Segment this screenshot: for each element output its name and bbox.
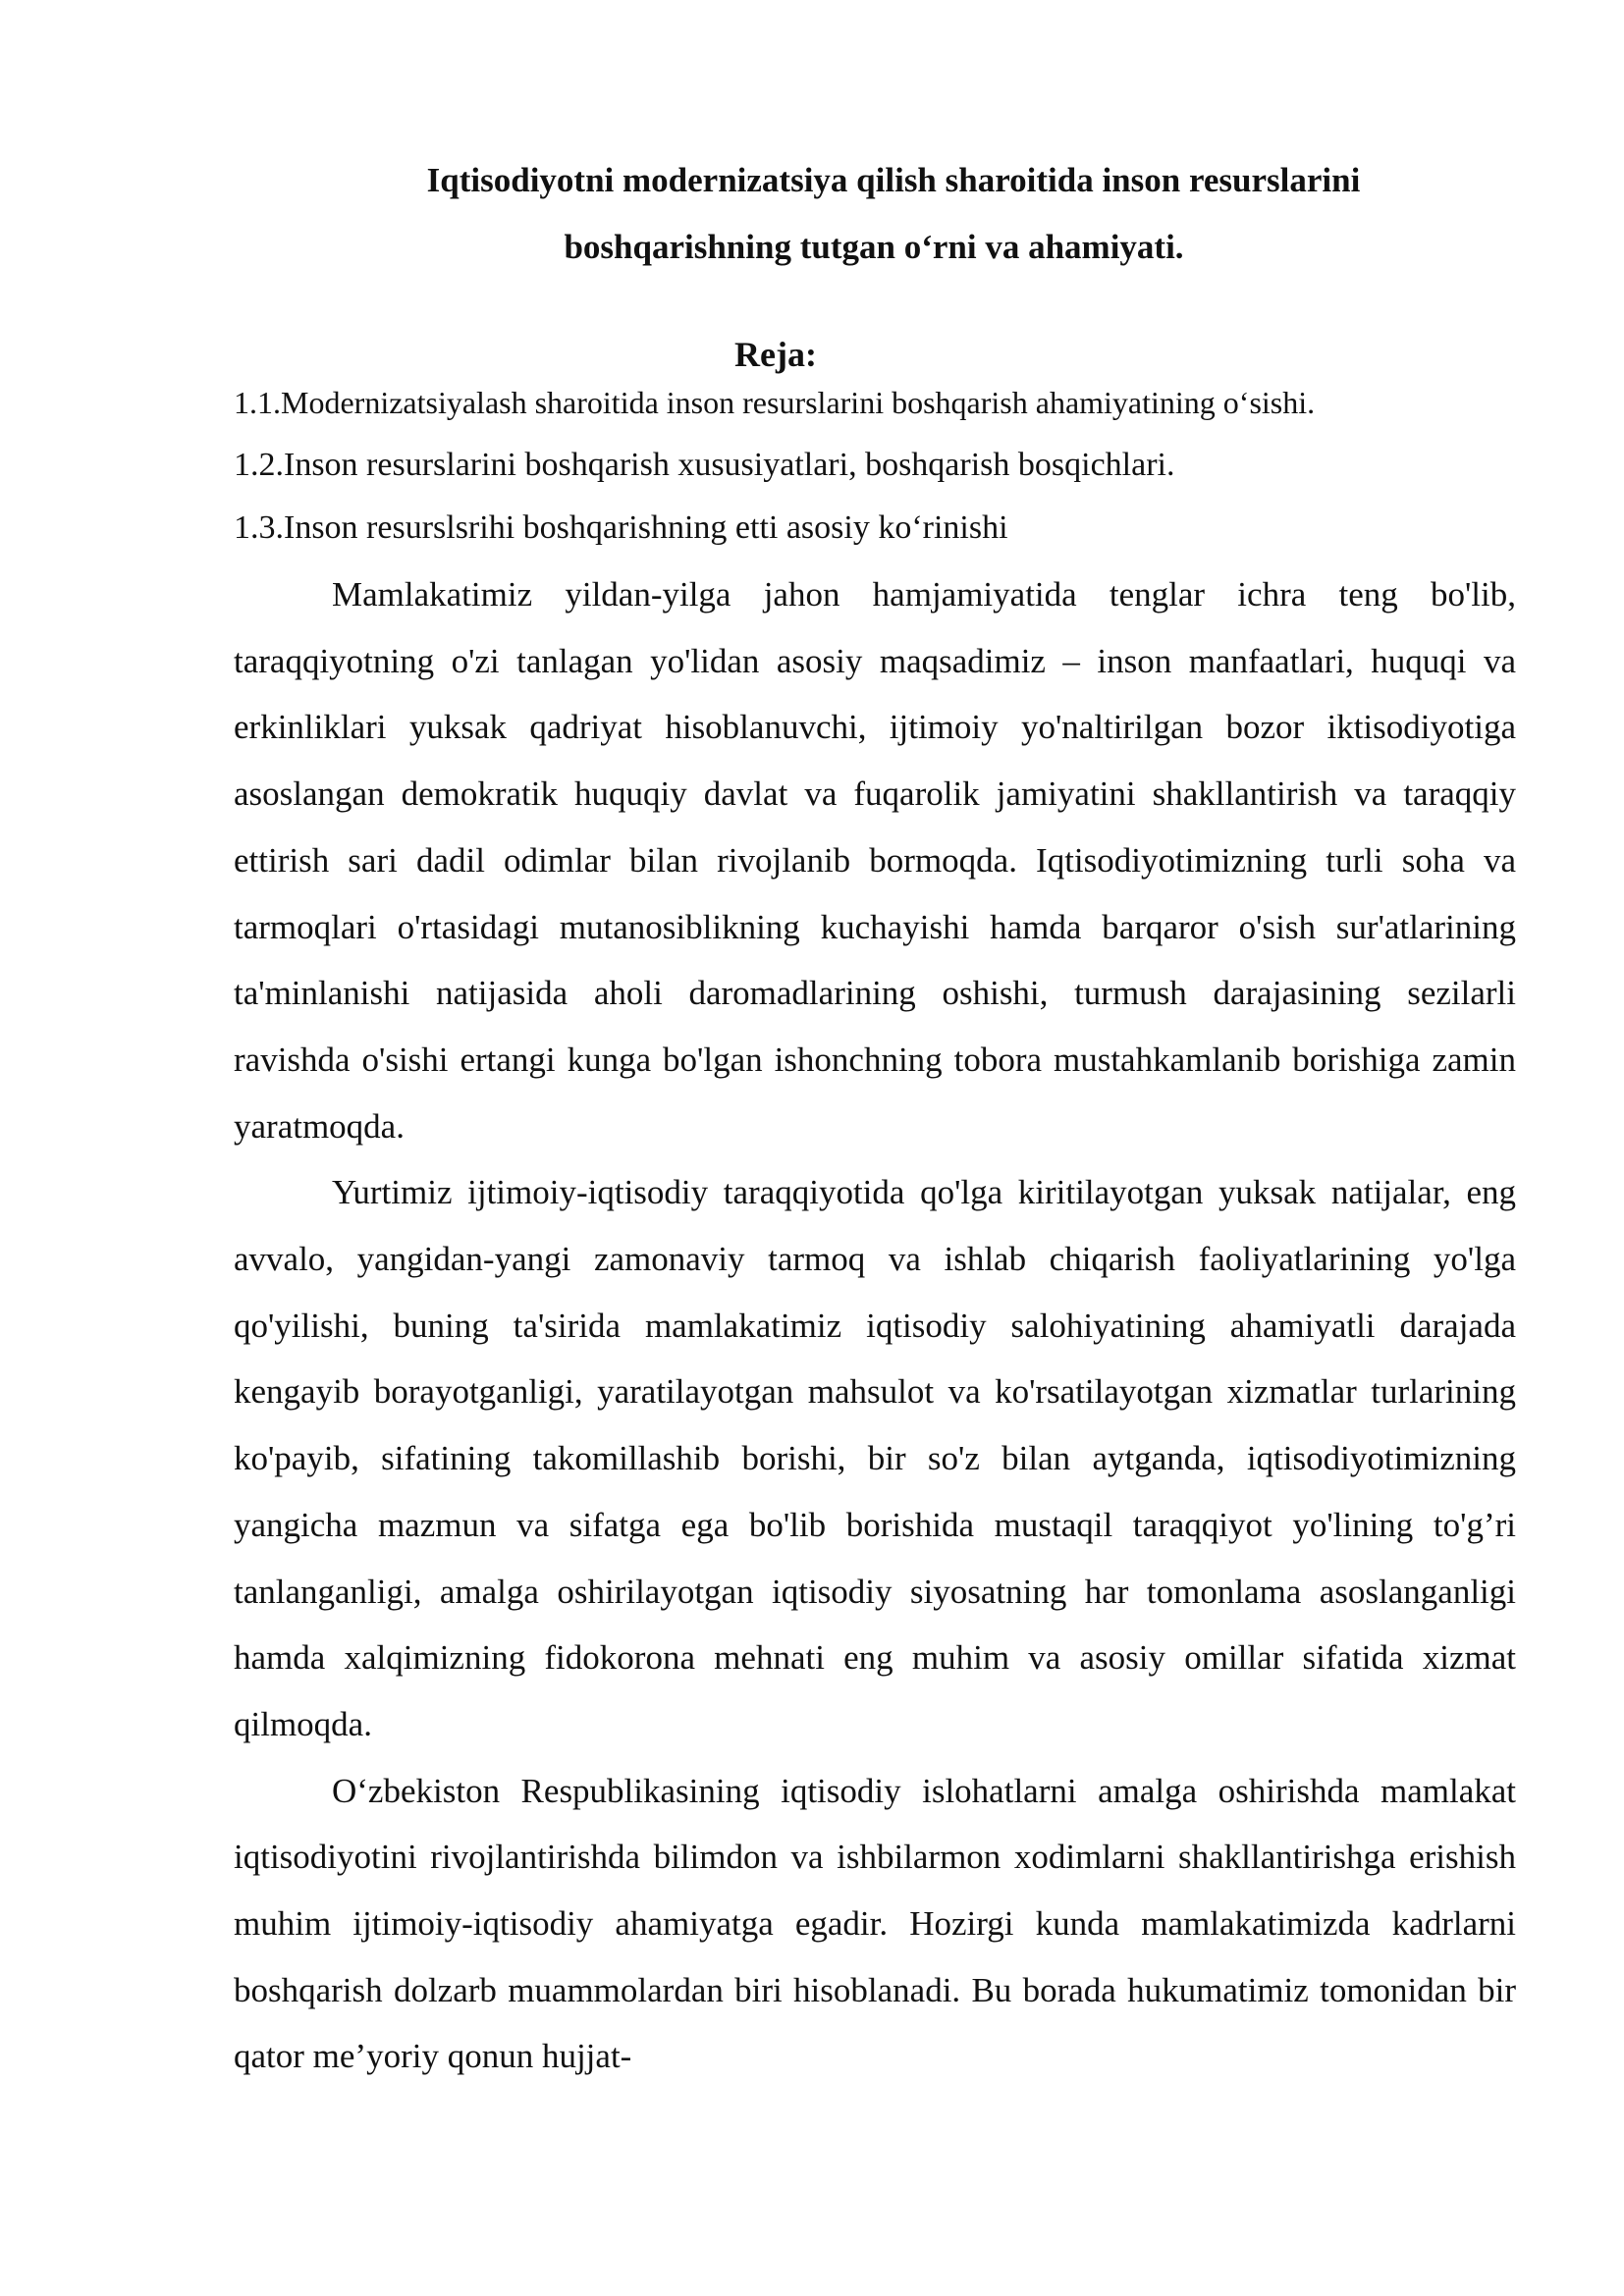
title-line-2: boshqarishning tutgan o‘rni va ahamiyati. [564, 228, 1184, 266]
title-line-1: Iqtisodiyotni modernizatsiya qilish sharoitida inson resurslarini [426, 161, 1361, 199]
document-body [234, 561, 1516, 2090]
plan-item-3: 1.3.Inson resurslsrihi boshqarishning etti asosiy ko‘rinishi [234, 509, 1008, 546]
plan-heading: Reja: [734, 335, 817, 374]
paragraph-2: Yurtimiz ijtimoiy-iqtisodiy taraqqiyotida qo'lga kiritilayotgan yuksak natijalar, eng avvalo, yangidan-yangi zamonaviy tarmoq va ishlab chiqarish faoliyatlarining yo'lga qo'yilishi, buning ta'sirida mamlakatimiz iqtisodiy salohiyatining ahamiyatli darajada kengayib borayotganligi, yaratilayotgan mahsulot va ko'rsatilayotgan xizmatlar turlarining ko'payib, sifatining takomillashib borishi, bir so'z bilan aytganda, iqtisodiyotimizning yangicha mazmun va sifatga ega bo'lib borishida mustaqil taraqqiyot yo'lining to'g’ri tanlanganligi, amalga oshirilayotgan iqtisodiy siyosatning har tomonlama asoslanganligi hamda xalqimizning fidokorona mehnati eng muhim va asosiy omillar sifatida xizmat qilmoqda. [234, 1173, 1516, 1743]
plan-list [234, 371, 1530, 560]
plan-item-1: 1.1.Modernizatsiyalash sharoitida inson resurslarini boshqarish ahamiyatining o‘sishi. [234, 385, 1316, 420]
paragraph-3: O‘zbekiston Respublikasining iqtisodiy islohatlarni amalga oshirishda mamlakat iqtisodiyotini rivojlantirishda bilimdon va ishbilarmon xodimlarni shakllantirishga erishish muhim ijtimoiy-iqtisodiy ahamiyatga egadir. Hozirgi kunda mamlakatimizda kadrlarni boshqarish dolzarb muammolardan biri hisoblanadi. Bu borada hukumatimiz tomonidan bir qator me’yoriy qonun hujjat- [234, 1771, 1516, 2076]
document-title [236, 147, 1512, 281]
paragraph-1: Mamlakatimiz yildan-yilga jahon hamjamiyatida tenglar ichra teng bo'lib, taraqqiyotning o'zi tanlagan yo'lidan asosiy maqsadimiz – inson manfaatlari, huquqi va erkinliklari yuksak qadriyat hisoblanuvchi, ijtimoiy yo'naltirilgan bozor iktisodiyotiga asoslangan demokratik huquqiy davlat va fuqarolik jamiyatini shakllantirish va taraqqiy ettirish sari dadil odimlar bilan rivojlanib bormoqda. Iqtisodiyotimizning turli soha va tarmoqlari o'rtasidagi mutanosiblikning kuchayishi hamda barqaror o'sish sur'atlarining ta'minlanishi natijasida aholi daromadlarining oshishi, turmush darajasining sezilarli ravishda o'sishi ertangi kunga bo'lgan ishonchning tobora mustahkamlanib borishiga zamin yaratmoqda. [234, 575, 1516, 1146]
plan-item-2: 1.2.Inson resurslarini boshqarish xususiyatlari, boshqarish bosqichlari. [234, 447, 1175, 483]
